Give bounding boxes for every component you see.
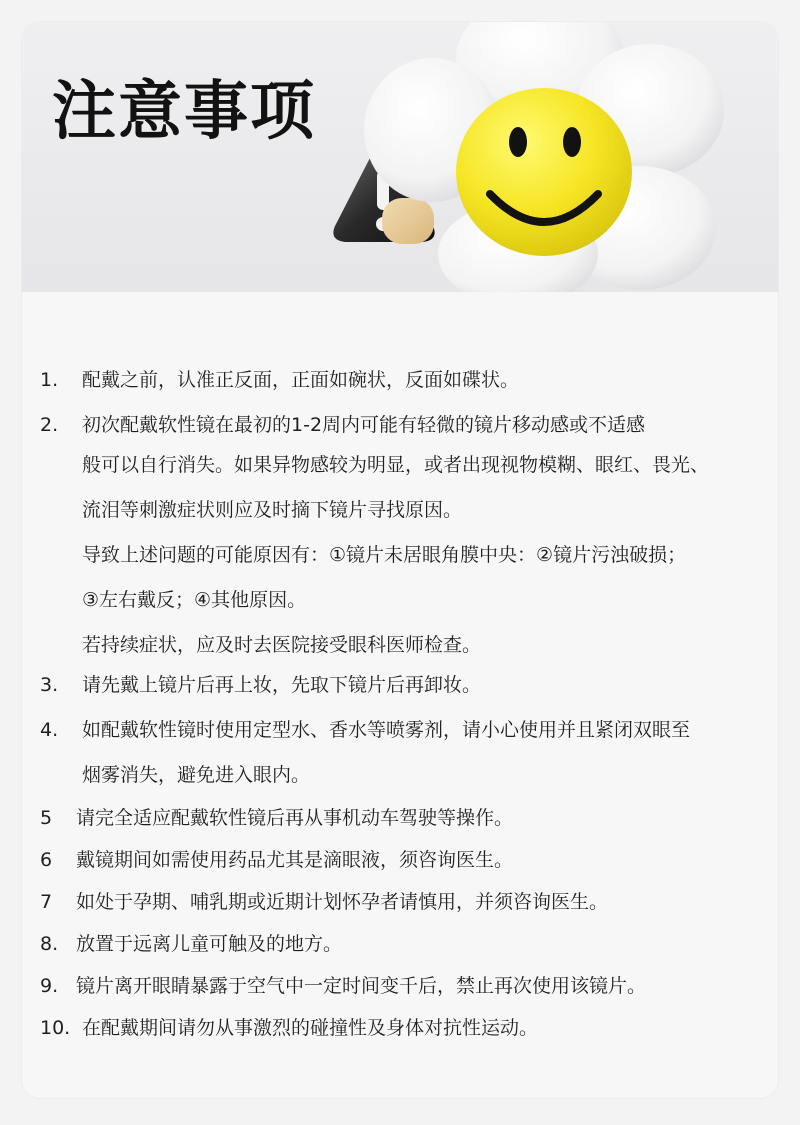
item-number: 8. (40, 933, 59, 955)
item-number: 10. (40, 1017, 71, 1039)
item-number: 1. (40, 369, 59, 391)
item-number: 4. (40, 719, 59, 741)
item-number: 6 (40, 849, 53, 871)
item-text: 导致上述问题的可能原因有：①镜片未居眼角膜中央：②镜片污浊破损； (82, 544, 687, 566)
precaution-list (22, 292, 778, 1098)
list-item-continuation (22, 493, 778, 527)
item-text: ③左右戴反；④其他原因。 (82, 589, 307, 611)
smiley-flower-mascot (340, 22, 744, 292)
list-item (22, 713, 778, 747)
list-item (22, 885, 778, 919)
list-item-continuation (22, 538, 778, 572)
item-text: 请先戴上镜片后再上妆，先取下镜片后再卸妆。 (82, 674, 482, 696)
item-text: 放置于远离儿童可触及的地方。 (76, 933, 343, 955)
list-item (22, 408, 778, 442)
list-item (22, 969, 778, 1003)
item-number: 5 (40, 807, 53, 829)
item-number: 3. (40, 674, 59, 696)
list-item-continuation (22, 628, 778, 662)
item-text: 如处于孕期、哺乳期或近期计划怀孕者请慎用，并须咨询医生。 (76, 891, 609, 913)
list-item (22, 801, 778, 835)
list-item-continuation (22, 448, 778, 482)
header-banner (22, 22, 778, 292)
item-text: 请完全适应配戴软性镜后再从事机动车驾驶等操作。 (76, 807, 514, 829)
item-text: 如配戴软性镜时使用定型水、香水等喷雾剂，请小心使用并且紧闭双眼至 (82, 719, 691, 741)
item-text: 烟雾消失，避免进入眼内。 (82, 764, 311, 786)
item-text: 初次配戴软性镜在最初的1-2周内可能有轻微的镜片移动感或不适感 (82, 414, 646, 436)
list-item (22, 1011, 778, 1045)
page-title: 注意事项 (52, 75, 316, 149)
item-number: 7 (40, 891, 53, 913)
item-number: 9. (40, 975, 59, 997)
list-item-continuation (22, 758, 778, 792)
list-item-continuation (22, 583, 778, 617)
item-text: 配戴之前，认准正反面，正面如碗状，反面如碟状。 (82, 369, 520, 391)
item-text: 般可以自行消失。如果异物感较为明显，或者出现视物模糊、眼红、畏光、 (82, 454, 710, 476)
item-text: 戴镜期间如需使用药品尤其是滴眼液，须咨询医生。 (76, 849, 514, 871)
item-text: 若持续症状，应及时去医院接受眼科医师检查。 (82, 634, 482, 656)
item-text: 在配戴期间请勿从事激烈的碰撞性及身体对抗性运动。 (82, 1017, 539, 1039)
list-item (22, 927, 778, 961)
list-item (22, 668, 778, 702)
item-number: 2. (40, 414, 59, 436)
notice-card (22, 22, 778, 1098)
item-text: 镜片离开眼睛暴露于空气中一定时间变千后，禁止再次使用该镜片。 (76, 975, 647, 997)
item-text: 流泪等刺激症状则应及时摘下镜片寻找原因。 (82, 499, 463, 521)
list-item (22, 843, 778, 877)
list-item (22, 363, 778, 397)
